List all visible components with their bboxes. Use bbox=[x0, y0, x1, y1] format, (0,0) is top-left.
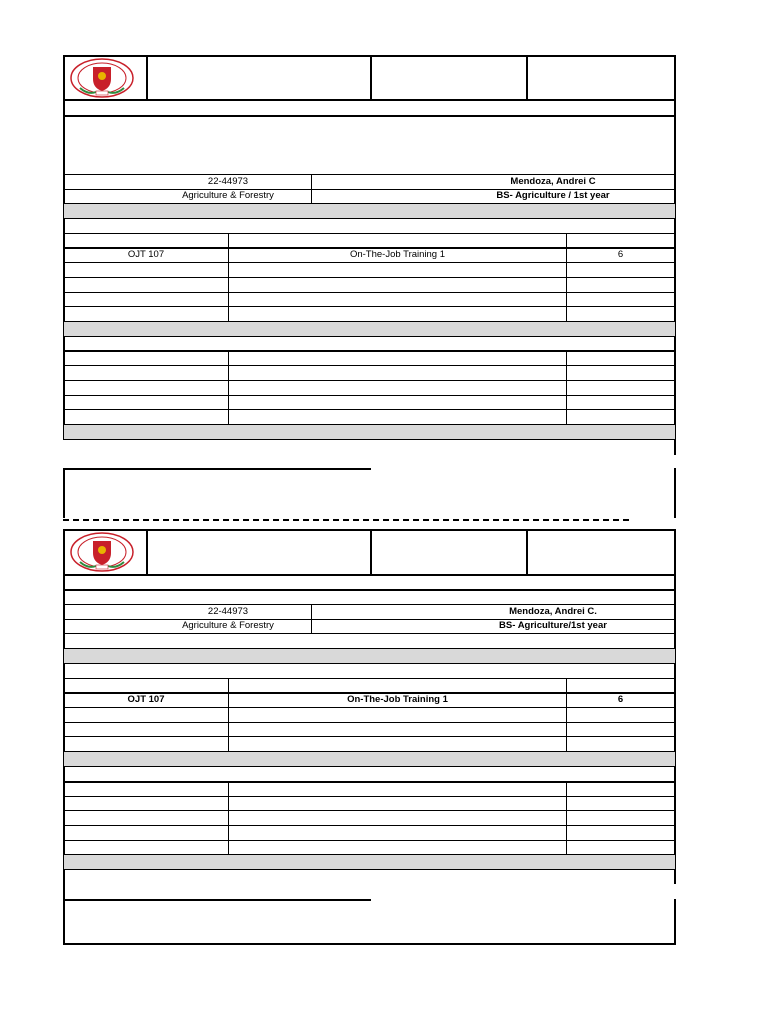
row-border bbox=[63, 810, 676, 811]
row-border bbox=[63, 840, 676, 841]
row-border bbox=[63, 781, 676, 783]
row-border bbox=[63, 292, 676, 293]
header-divider bbox=[370, 529, 372, 575]
row-border bbox=[63, 262, 676, 263]
notes-left-border bbox=[63, 468, 65, 518]
section-band bbox=[64, 855, 675, 869]
subject-units: 6 bbox=[617, 694, 624, 705]
signature-line bbox=[63, 468, 371, 470]
col-divider bbox=[228, 233, 229, 321]
col-divider bbox=[566, 781, 567, 854]
header-divider bbox=[146, 55, 148, 100]
row-border bbox=[63, 409, 676, 410]
university-seal-icon bbox=[68, 58, 136, 98]
row-border bbox=[63, 218, 676, 219]
subject-title: On-The-Job Training 1 bbox=[347, 694, 448, 705]
subject-units: 6 bbox=[617, 249, 624, 260]
row-border bbox=[63, 336, 676, 337]
college: Agriculture & Forestry bbox=[182, 190, 274, 201]
row-border bbox=[63, 766, 676, 767]
student-number: 22-44973 bbox=[207, 606, 249, 617]
header-divider bbox=[370, 55, 372, 100]
student-name: Mendoza, Andrei C bbox=[510, 176, 596, 187]
row-border bbox=[63, 736, 676, 737]
col-divider bbox=[566, 678, 567, 751]
row-border bbox=[63, 306, 676, 307]
program-year: BS- Agriculture / 1st year bbox=[496, 190, 610, 201]
col-divider bbox=[566, 233, 567, 321]
row-border bbox=[63, 439, 676, 440]
col-divider bbox=[311, 604, 312, 633]
row-border bbox=[63, 707, 676, 708]
row-border bbox=[63, 825, 676, 826]
notes-right-border bbox=[674, 468, 676, 518]
row-border bbox=[63, 365, 676, 366]
col-divider bbox=[228, 350, 229, 424]
header-divider bbox=[146, 529, 148, 575]
col-divider bbox=[228, 781, 229, 854]
row-border bbox=[63, 233, 676, 234]
row-border bbox=[63, 380, 676, 381]
subject-title: On-The-Job Training 1 bbox=[349, 249, 446, 260]
form-left-border bbox=[63, 529, 65, 945]
header-divider bbox=[526, 529, 528, 575]
university-seal-icon bbox=[68, 532, 136, 572]
row-border bbox=[63, 350, 676, 352]
col-divider bbox=[228, 678, 229, 751]
section-band bbox=[64, 649, 675, 663]
college: Agriculture & Forestry bbox=[182, 620, 274, 631]
signature-line bbox=[63, 899, 371, 901]
row-border bbox=[63, 589, 676, 591]
form-bottom-border bbox=[63, 943, 676, 945]
section-band bbox=[64, 425, 675, 439]
header-divider bbox=[526, 55, 528, 100]
section-band bbox=[64, 322, 675, 336]
row-border bbox=[63, 678, 676, 679]
col-divider bbox=[566, 350, 567, 424]
program-year: BS- Agriculture/1st year bbox=[499, 620, 607, 631]
notes-right-border bbox=[674, 899, 676, 945]
row-border bbox=[63, 663, 676, 664]
row-border bbox=[63, 796, 676, 797]
student-name: Mendoza, Andrei C. bbox=[509, 606, 597, 617]
subject-code: OJT 107 bbox=[127, 249, 165, 260]
row-border bbox=[63, 277, 676, 278]
subject-code: OJT 107 bbox=[127, 694, 165, 705]
section-band bbox=[64, 752, 675, 766]
row-border bbox=[63, 633, 676, 634]
student-number: 22-44973 bbox=[207, 176, 249, 187]
col-divider bbox=[311, 174, 312, 203]
row-border bbox=[63, 395, 676, 396]
row-border bbox=[63, 869, 676, 870]
row-border bbox=[63, 722, 676, 723]
cut-line bbox=[63, 519, 629, 521]
title-band-top bbox=[63, 115, 676, 117]
section-band bbox=[64, 204, 675, 218]
